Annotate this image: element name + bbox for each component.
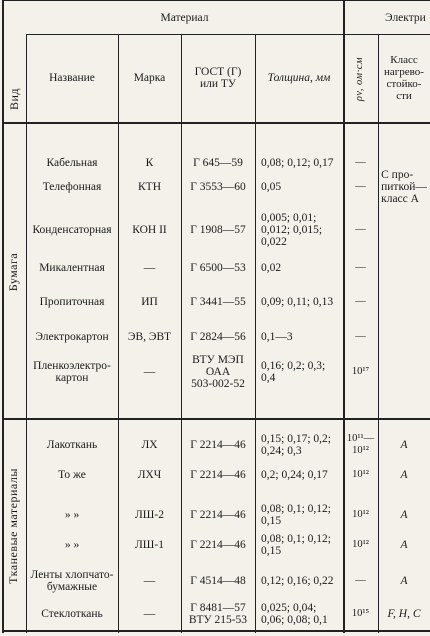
cell-thick: 0,02 <box>261 262 282 274</box>
cell-name: Конденсаторная <box>32 224 112 236</box>
cell-thick: 0,05 <box>261 181 282 193</box>
cell-rho: 10¹⁷ <box>351 366 370 377</box>
cell-rho: — <box>355 575 366 586</box>
header-name: Название <box>49 72 95 84</box>
cell-cls: A <box>400 575 408 587</box>
cell-gost: Г 2214—46 <box>190 439 246 451</box>
cell-thick: 0,1—3 <box>261 331 293 343</box>
group-paper: Бумага <box>6 252 20 292</box>
cell-name: » » <box>64 509 80 521</box>
cell-mark: КТН <box>138 181 161 193</box>
cell-rho: — <box>355 331 366 342</box>
cell-name: Пленкоэлектро- картон <box>33 360 111 384</box>
cell-thick: 0,025; 0,04; 0,06; 0,08; 0,1 <box>261 602 328 626</box>
cell-gost: Г 2214—46 <box>190 469 246 481</box>
cell-mark: ЛШ-1 <box>135 539 164 551</box>
cell-rho: 10¹² <box>352 509 369 520</box>
cell-gost: Г 3553—60 <box>190 181 246 193</box>
cell-thick: 0,15; 0,17; 0,2; 0,24; 0,3 <box>261 433 331 457</box>
cell-mark: ЛШ-2 <box>135 509 164 521</box>
cell-name: Кабельная <box>46 157 98 169</box>
cell-gost: Г 1908—57 <box>190 224 246 236</box>
cell-thick: 0,2; 0,24; 0,17 <box>261 469 328 481</box>
cell-gost: Г 3441—55 <box>190 296 246 308</box>
cell-cls: С про- питкой— класс A <box>381 169 427 205</box>
cell-gost: Г 2214—46 <box>190 539 246 551</box>
cell-gost: Г 4514—48 <box>190 575 246 587</box>
cell-thick: 0,005; 0,01; 0,012; 0,015; 0,022 <box>261 212 323 248</box>
cell-name: Телефонная <box>42 181 102 193</box>
cell-mark: К <box>145 157 154 169</box>
cell-thick: 0,08; 0,1; 0,12; 0,15 <box>261 533 331 557</box>
header-resistivity: ρv, ом·см <box>354 56 365 102</box>
cell-mark: ЛХЧ <box>137 469 162 481</box>
cell-thick: 0,08; 0,12; 0,17 <box>261 157 334 169</box>
cell-name: Лакоткань <box>46 439 98 451</box>
header-mark: Марка <box>133 72 166 84</box>
cell-mark: — <box>143 366 156 378</box>
cell-thick: 0,09; 0,11; 0,13 <box>261 296 334 308</box>
cell-gost: Г 2214—46 <box>190 509 246 521</box>
cell-cls <box>378 350 430 394</box>
cell-gost: Г 8481—57 ВТУ 215-53 <box>188 602 248 626</box>
cell-gost: ВТУ МЭП ОАА 503-002-52 <box>191 354 245 390</box>
cell-name: Пропиточная <box>39 296 105 308</box>
cell-gost: Г 645—59 <box>193 157 243 169</box>
cell-cls: A <box>400 539 408 551</box>
cell-mark: ИП <box>141 296 158 308</box>
cell-mark: КОН II <box>132 224 167 236</box>
cell-thick: 0,16; 0,2; 0,3; 0,4 <box>261 360 326 384</box>
header-electric: Электри <box>385 12 426 24</box>
cell-rho: 10¹¹— 10¹² <box>346 433 375 456</box>
cell-name: Стеклоткань <box>41 608 103 620</box>
cell-cls: A <box>400 509 408 521</box>
cell-name: Электрокартон <box>35 331 109 343</box>
cell-name: То же <box>58 469 86 481</box>
cell-name: » » <box>64 539 80 551</box>
cell-rho: — <box>355 224 366 235</box>
cell-name: Ленты хлопчато- бумажные <box>30 569 114 593</box>
cell-rho: — <box>355 296 366 307</box>
cell-rho: — <box>355 157 366 168</box>
cell-gost: Г 2824—56 <box>190 331 246 343</box>
cell-mark: ЛХ <box>141 439 158 451</box>
header-material: Материал <box>160 12 209 24</box>
cell-mark: — <box>143 262 156 274</box>
cell-name: Микалентная <box>39 262 105 274</box>
cell-cls: A <box>400 469 408 481</box>
cell-cls: F, H, C <box>387 608 421 620</box>
header-gost: ГОСТ (Г) или ТУ <box>194 66 242 90</box>
cell-mark: ЭВ, ЭВТ <box>127 331 172 343</box>
cell-mark: — <box>143 608 156 620</box>
cell-gost: Г 6500—53 <box>190 262 246 274</box>
cell-thick: 0,08; 0,1; 0,12; 0,15 <box>261 503 331 527</box>
header-heatclass: Класс нагрево- стойко- сти <box>384 54 424 102</box>
cell-rho: 10¹² <box>352 539 369 550</box>
group-fabric: Тканевые материалы <box>6 468 20 584</box>
header-thickness: Толщина, мм <box>267 72 331 84</box>
cell-rho: — <box>355 262 366 273</box>
cell-mark: — <box>143 575 156 587</box>
cell-rho: — <box>355 181 366 192</box>
cell-rho: 10¹⁵ <box>351 608 370 619</box>
cell-rho: 10¹² <box>352 469 369 480</box>
cell-thick: 0,12; 0,16; 0,22 <box>261 575 334 587</box>
cell-cls: A <box>400 439 408 451</box>
header-vid: Вид <box>7 87 21 111</box>
